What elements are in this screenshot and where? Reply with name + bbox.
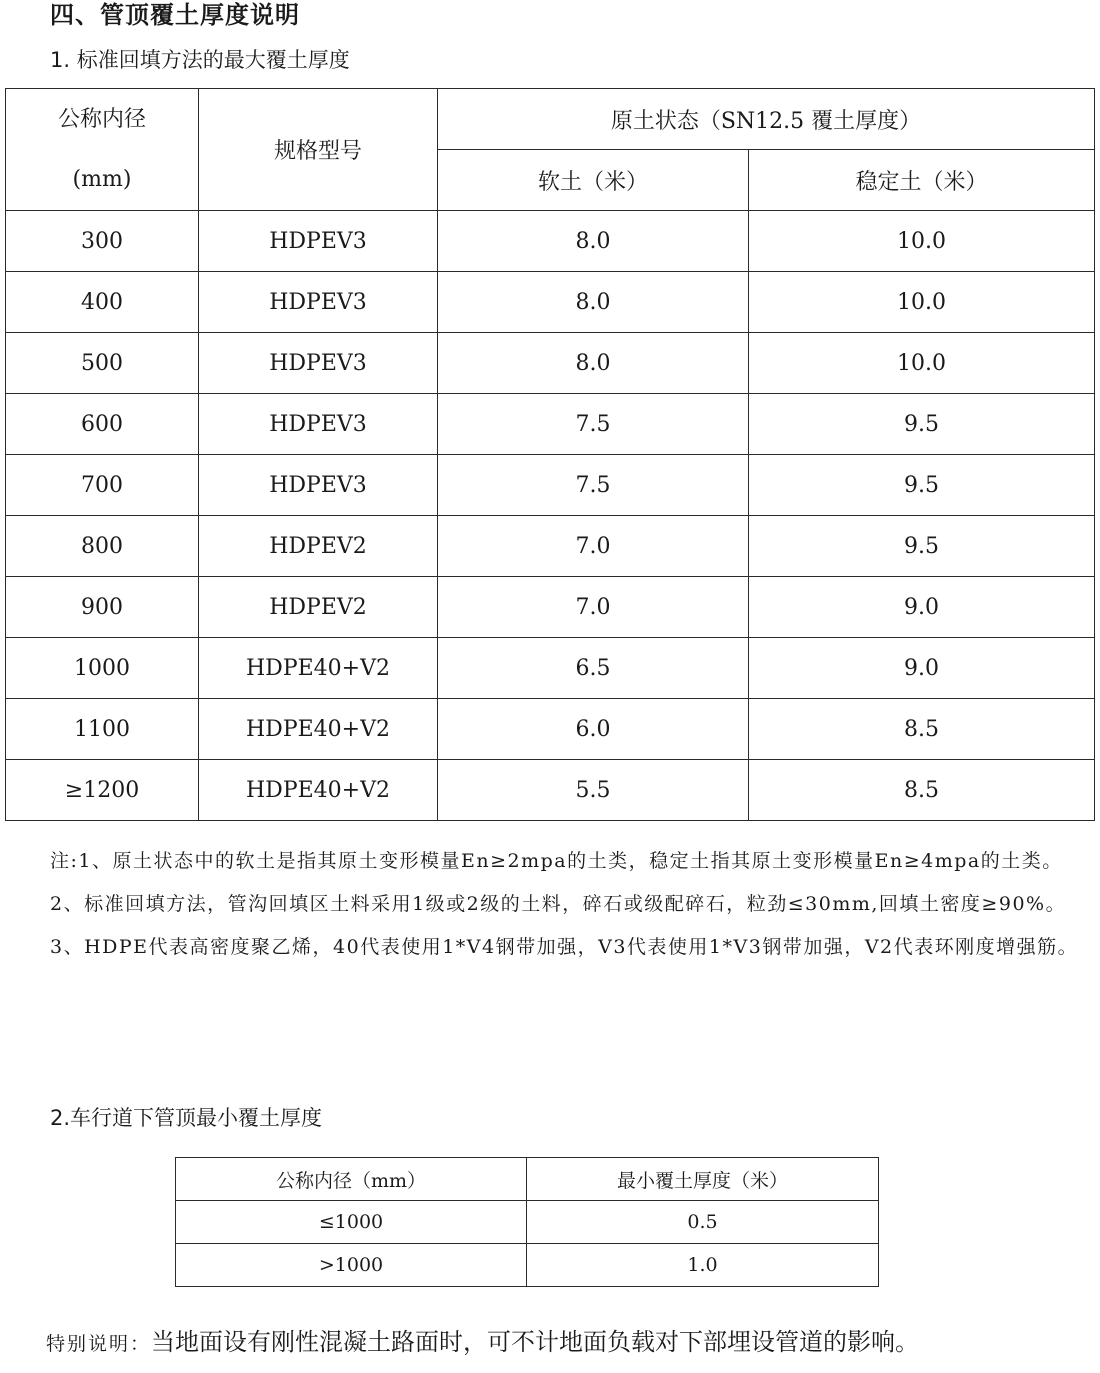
cell-soft: 6.5 (438, 638, 749, 699)
cell-soft: 7.5 (438, 455, 749, 516)
cell-soft: 5.5 (438, 760, 749, 821)
cell-soft: 6.0 (438, 699, 749, 760)
special-note-label: 特别说明： (46, 1333, 152, 1355)
cell-soft: 7.0 (438, 577, 749, 638)
special-note-text: 当地面设有刚性混凝土路面时，可不计地面负载对下部埋设管道的影响。 (151, 1328, 920, 1356)
cell-model: HDPEV2 (199, 516, 438, 577)
cell-diameter: 700 (6, 455, 199, 516)
header-min-cover: 最小覆土厚度（米） (527, 1158, 879, 1201)
cell-model: HDPE40+V2 (199, 638, 438, 699)
header-diameter-line2: (mm) (72, 166, 132, 192)
header-diameter: 公称内径（mm） (176, 1158, 527, 1201)
cell-stable: 9.5 (749, 455, 1095, 516)
header-soil-state: 原土状态（SN12.5 覆土厚度） (438, 89, 1095, 150)
max-cover-table (5, 88, 1095, 821)
cell-soft: 8.0 (438, 333, 749, 394)
note-1: 注:1、原土状态中的软土是指其原土变形模量En≥2mpa的土类，稳定土指其原土变形模量En≥4mpa的土类。 (50, 850, 1063, 872)
cell-stable: 8.5 (749, 760, 1095, 821)
header-diameter-line1: 公称内径 (57, 106, 146, 132)
cell-stable: 8.5 (749, 699, 1095, 760)
cell-min-cover: 1.0 (527, 1244, 879, 1287)
cell-model: HDPE40+V2 (199, 699, 438, 760)
cell-min-cover: 0.5 (527, 1201, 879, 1244)
table-header-row (176, 1158, 879, 1201)
cell-diameter: 600 (6, 394, 199, 455)
table-row (176, 1244, 879, 1287)
min-cover-table (175, 1157, 879, 1287)
table-row (6, 455, 1095, 516)
table-row (6, 516, 1095, 577)
cell-model: HDPEV2 (199, 577, 438, 638)
cell-diameter: 400 (6, 272, 199, 333)
cell-diameter: ≤1000 (176, 1201, 527, 1244)
notes-block (5, 840, 1094, 969)
table-row (6, 211, 1095, 272)
table-row (6, 760, 1095, 821)
cell-model: HDPE40+V2 (199, 760, 438, 821)
cell-model: HDPEV3 (199, 455, 438, 516)
subheading-min-cover: 2.车行道下管顶最小覆土厚度 (50, 1106, 323, 1130)
header-soft-soil: 软土（米） (438, 150, 749, 211)
header-stable-soil: 稳定土（米） (749, 150, 1095, 211)
cell-model: HDPEV3 (199, 272, 438, 333)
cell-model: HDPEV3 (199, 394, 438, 455)
cell-soft: 8.0 (438, 272, 749, 333)
cell-model: HDPEV3 (199, 333, 438, 394)
header-model: 规格型号 (199, 89, 438, 211)
cell-soft: 8.0 (438, 211, 749, 272)
cell-model: HDPEV3 (199, 211, 438, 272)
table-row (6, 638, 1095, 699)
special-note (46, 1322, 1086, 1364)
cell-soft: 7.5 (438, 394, 749, 455)
cell-diameter: 800 (6, 516, 199, 577)
table-row (6, 333, 1095, 394)
cell-stable: 10.0 (749, 211, 1095, 272)
table-row (6, 272, 1095, 333)
cell-stable: 10.0 (749, 272, 1095, 333)
section-title: 四、管顶覆土厚度说明 (50, 1, 300, 29)
cell-diameter: 900 (6, 577, 199, 638)
header-diameter (6, 89, 199, 211)
table-row (6, 577, 1095, 638)
cell-diameter: >1000 (176, 1244, 527, 1287)
table-row (176, 1201, 879, 1244)
cell-diameter: 300 (6, 211, 199, 272)
table-row (6, 394, 1095, 455)
cell-stable: 10.0 (749, 333, 1095, 394)
table-header-row (6, 89, 1095, 150)
table-row (6, 699, 1095, 760)
cell-stable: 9.0 (749, 577, 1095, 638)
note-2: 2、标准回填方法，管沟回填区土料采用1级或2级的土料，碎石或级配碎石，粒劲≤30mm,回填土密度≥90%。 (50, 893, 1067, 915)
cell-stable: 9.5 (749, 394, 1095, 455)
cell-diameter: ≥1200 (6, 760, 199, 821)
cell-soft: 7.0 (438, 516, 749, 577)
cell-diameter: 500 (6, 333, 199, 394)
cell-diameter: 1100 (6, 699, 199, 760)
subheading-max-cover: 1. 标准回填方法的最大覆土厚度 (50, 48, 350, 72)
cell-diameter: 1000 (6, 638, 199, 699)
cell-stable: 9.0 (749, 638, 1095, 699)
cell-stable: 9.5 (749, 516, 1095, 577)
note-3: 3、HDPE代表高密度聚乙烯，40代表使用1*V4钢带加强，V3代表使用1*V3钢带加强，V2代表环刚度增强筋。 (50, 936, 1079, 958)
